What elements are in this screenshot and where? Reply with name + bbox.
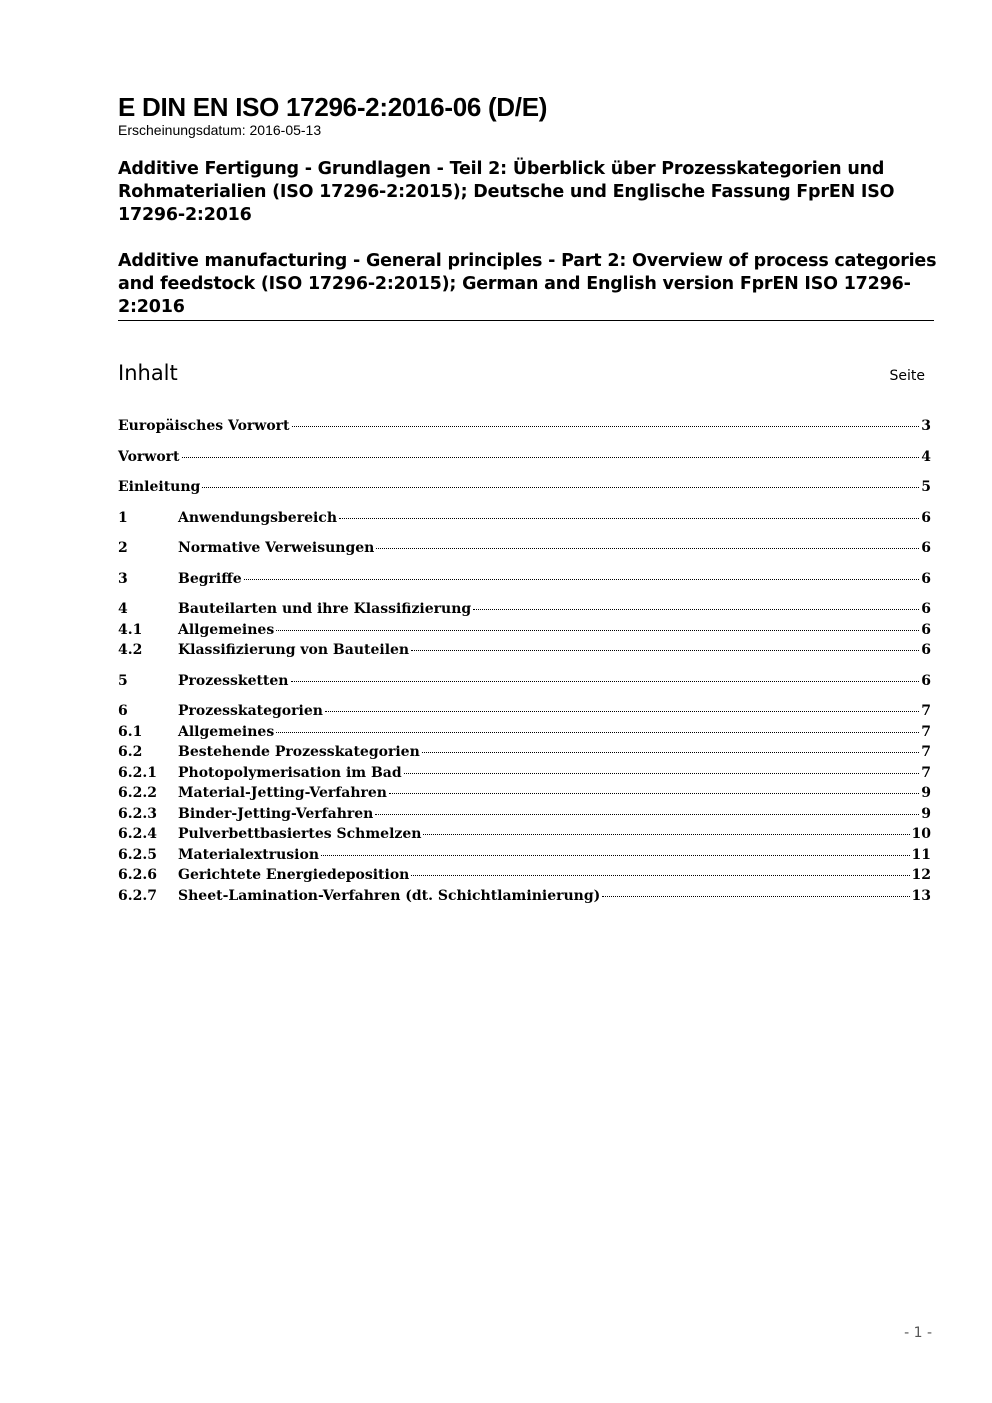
toc-entry[interactable] [118, 763, 931, 784]
toc-entry-title: Normative Verweisungen [178, 540, 375, 556]
toc-entry[interactable] [118, 742, 931, 763]
toc-entry-title: Einleitung [118, 479, 201, 495]
toc-entry[interactable] [118, 845, 931, 866]
header-divider [118, 320, 934, 321]
toc-leader-dots [276, 732, 919, 733]
toc-entry-title: Anwendungsbereich [178, 509, 337, 526]
toc-entry-page: 9 [921, 805, 931, 822]
toc-entry-number: 6.2.4 [118, 826, 157, 842]
toc-entry-number: 6 [118, 703, 128, 719]
toc-entry-number: 6.2 [118, 744, 143, 760]
toc-entry[interactable] [118, 640, 931, 661]
toc-entry[interactable] [118, 538, 931, 559]
toc-leader-dots [473, 609, 919, 610]
toc-entry-title: Sheet-Lamination-Verfahren (dt. Schichtlaminierung) [178, 887, 601, 904]
toc-leader-dots [404, 773, 920, 774]
toc-entry-title: Prozessketten [178, 672, 289, 689]
toc-entry[interactable] [118, 447, 931, 468]
toc-entry-page: 6 [921, 540, 931, 556]
toc-leader-dots [422, 752, 920, 753]
toc-entry[interactable] [118, 886, 931, 907]
toc-entry-number: 6.1 [118, 723, 143, 740]
toc-entry-title: Gerichtete Energiedeposition [178, 867, 410, 883]
toc-entry[interactable] [118, 865, 931, 886]
toc-entry-page: 7 [921, 703, 931, 719]
toc-entry-number: 6.2.1 [118, 764, 157, 781]
toc-leader-dots [411, 650, 919, 651]
toc-entry-page: 6 [921, 601, 931, 617]
document-id: E DIN EN ISO 17296-2:2016-06 (D/E) [118, 92, 548, 122]
toc-entry[interactable] [118, 620, 931, 641]
toc-entry-page: 3 [921, 418, 931, 434]
footer-page-number: - 1 - [904, 1325, 932, 1341]
toc-entry-number: 5 [118, 672, 128, 689]
toc-leader-dots [602, 896, 909, 897]
toc-leader-dots [276, 630, 919, 631]
toc-entry-page: 6 [921, 642, 931, 658]
toc-entry-page: 10 [911, 826, 931, 842]
toc-entry-page: 7 [921, 723, 931, 740]
toc-entry-title: Binder-Jetting-Verfahren [178, 805, 374, 822]
toc-entry-page: 5 [921, 479, 931, 495]
toc-entry-page: 13 [911, 887, 931, 904]
toc-entry-page: 6 [921, 621, 931, 638]
toc-entry-title: Photopolymerisation im Bad [178, 764, 402, 781]
toc-entry-title: Allgemeines [178, 621, 275, 638]
toc-entry-title: Material-Jetting-Verfahren [178, 785, 387, 801]
title-german: Additive Fertigung - Grundlagen - Teil 2: Überblick über Prozesskategorien und Rohmaterialien (ISO 17296-2:2015); Deutsche und Englische Fassung FprEN ISO 17296-2:2016 [118, 159, 895, 225]
toc-entry-page: 6 [921, 509, 931, 526]
toc-leader-dots [375, 814, 919, 815]
toc-entry-title: Bestehende Prozesskategorien [178, 744, 420, 760]
toc-entry-title: Allgemeines [178, 723, 275, 740]
toc-entry[interactable] [118, 722, 931, 743]
toc-entry-number: 2 [118, 540, 128, 556]
toc-entry[interactable] [118, 477, 931, 498]
toc-entry-title: Pulverbettbasiertes Schmelzen [178, 826, 422, 842]
toc-entry[interactable] [118, 508, 931, 529]
toc-leader-dots [376, 548, 919, 549]
toc-entry[interactable] [118, 599, 931, 620]
toc-entry[interactable] [118, 569, 931, 590]
toc-entry[interactable] [118, 671, 931, 692]
toc-entry[interactable] [118, 824, 931, 845]
toc-leader-dots [291, 681, 920, 682]
publication-date: Erscheinungsdatum: 2016-05-13 [118, 122, 322, 138]
toc-entry-number: 1 [118, 509, 128, 526]
toc-entry-title: Bauteilarten und ihre Klassifizierung [178, 601, 472, 617]
toc-entry-title: Prozesskategorien [178, 703, 323, 719]
toc-entry-page: 6 [921, 570, 931, 587]
toc-leader-dots [325, 711, 919, 712]
toc-entry-title: Klassifizierung von Bauteilen [178, 642, 410, 658]
toc-entry-number: 4.2 [118, 642, 143, 658]
toc-entry-page: 9 [921, 785, 931, 801]
toc-entry-page: 4 [921, 448, 931, 465]
toc-entry-number: 6.2.5 [118, 846, 157, 863]
toc-entry-page: 12 [911, 867, 931, 883]
toc-entry-page: 7 [921, 764, 931, 781]
toc-entry-page: 11 [911, 846, 931, 863]
toc-entry-number: 6.2.2 [118, 785, 157, 801]
toc-entry-page: 6 [921, 672, 931, 689]
toc-entry-number: 3 [118, 570, 128, 587]
toc-entry-page: 7 [921, 744, 931, 760]
toc-entry-number: 4 [118, 601, 128, 617]
toc-page-column-heading: Seite [889, 368, 925, 384]
title-english: Additive manufacturing - General principles - Part 2: Overview of process categories and feedstock (ISO 17296-2:2015); German and English version FprEN ISO 17296-2:2016 [118, 251, 937, 317]
toc-entry-title: Materialextrusion [178, 846, 320, 863]
toc-leader-dots [182, 457, 920, 458]
table-of-contents [118, 416, 931, 906]
toc-leader-dots [389, 793, 919, 794]
toc-leader-dots [339, 518, 919, 519]
toc-leader-dots [321, 855, 909, 856]
toc-leader-dots [202, 487, 919, 488]
toc-entry-number: 6.2.6 [118, 867, 157, 883]
toc-entry[interactable] [118, 701, 931, 722]
toc-leader-dots [244, 579, 920, 580]
toc-entry-title: Europäisches Vorwort [118, 418, 290, 434]
toc-entry[interactable] [118, 783, 931, 804]
toc-entry-number: 6.2.3 [118, 805, 157, 822]
toc-leader-dots [411, 875, 909, 876]
toc-leader-dots [423, 834, 909, 835]
toc-entry[interactable] [118, 804, 931, 825]
toc-leader-dots [292, 426, 920, 427]
toc-entry-number: 4.1 [118, 621, 143, 638]
toc-entry-title: Vorwort [118, 448, 180, 465]
toc-entry[interactable] [118, 416, 931, 437]
toc-entry-number: 6.2.7 [118, 887, 157, 904]
toc-entry-title: Begriffe [178, 570, 242, 587]
toc-heading: Inhalt [118, 361, 178, 385]
